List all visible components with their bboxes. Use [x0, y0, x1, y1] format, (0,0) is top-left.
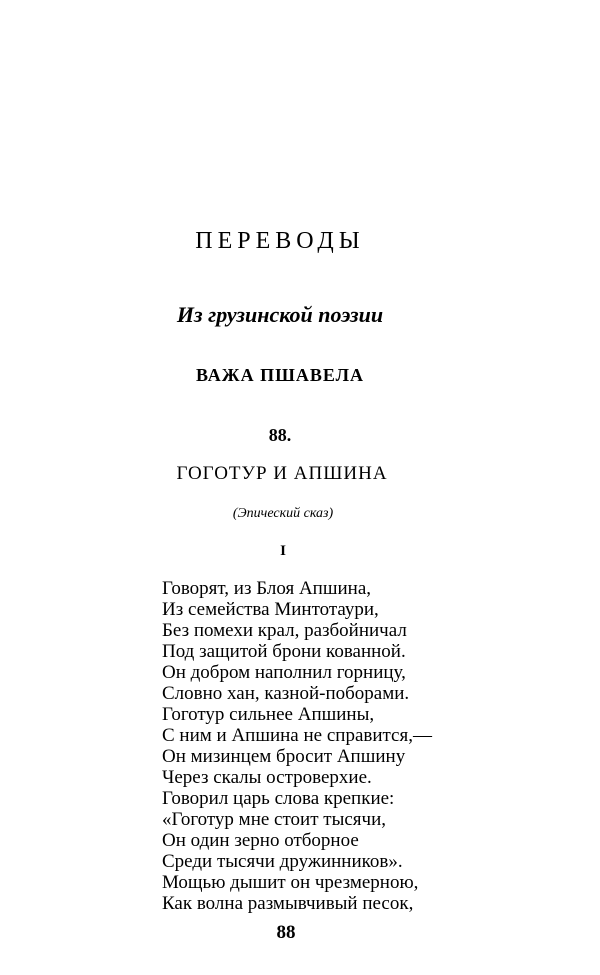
verse-line: Говорил царь слова крепкие:: [162, 788, 395, 809]
verse-line: Под защитой брони кованной.: [162, 641, 406, 662]
verse-line: Через скалы островерхие.: [162, 767, 372, 788]
verse-line: Без помехи крал, разбойничал: [162, 620, 407, 641]
verse-line: Говорят, из Блоя Апшина,: [162, 578, 371, 599]
part-number: I: [280, 543, 286, 559]
verse-line: Как волна размывчивый песок,: [162, 893, 414, 914]
verse-line: «Гоготур мне стоит тысячи,: [162, 809, 386, 830]
subsection-title: Из грузинской поэзии: [176, 302, 384, 327]
verse-line: Мощью дышит он чрезмерною,: [162, 872, 419, 893]
page-number: 88: [276, 922, 296, 943]
author-name: ВАЖА ПШАВЕЛА: [195, 365, 365, 385]
verse-line: Словно хан, казной-поборами.: [162, 683, 410, 704]
section-title: ПЕРЕВОДЫ: [195, 228, 365, 254]
poem-subtitle: (Эпический сказ): [232, 506, 334, 521]
poem-number: 88.: [268, 425, 292, 445]
poem-title: ГОГОТУР И АПШИНА: [176, 463, 388, 484]
verse-line: Среди тысячи дружинников».: [162, 851, 403, 872]
verse-line: Он мизинцем бросит Апшину: [162, 746, 406, 767]
poem-verse: [162, 578, 432, 914]
verse-line: Из семейства Минтотаури,: [162, 599, 379, 620]
verse-line: С ним и Апшина не справится,—: [162, 725, 432, 746]
verse-line: Он добром наполнил горницу,: [162, 662, 406, 683]
verse-line: Гоготур сильнее Апшины,: [162, 704, 375, 725]
verse-line: Он один зерно отборное: [162, 830, 359, 851]
